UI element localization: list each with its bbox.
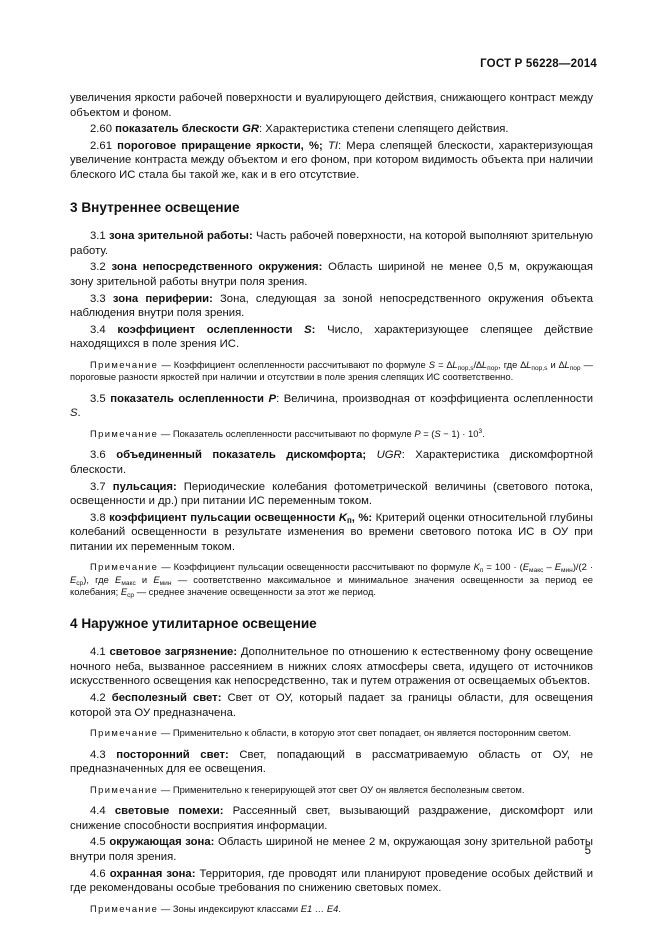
term-4-4: 4.4 световые помехи: Рассеянный свет, вызывающий раздражение, дискомфорт или снижение способности восприятия информации. xyxy=(70,805,593,832)
term-3-5: 3.5 показатель ослепленности P: Величина, производная от коэффициента ослепленности S. xyxy=(70,392,594,420)
term-4-1: 4.1 световое загрязнение: Дополнительное по отношению к естественному фону освещение ночного неба, вызванное рассеянием в нижних слоях атмосферы света, идущего от источников искусственного освещения как непосредственно, так и путем отражения от освещаемых объектов. xyxy=(70,646,593,688)
note-3-4: Примечание — Коэффициент ослепленности рассчитывают по формуле $S = \Delta L_{пор,s}/\Delta L_{пор}$, где $\Delta L_{пор,s}$ и $\Delta L_{пор}$ — пороговые разности яркостей при наличии и отсутствии в поле зрения слепящих ИС соответственно. xyxy=(70,358,594,383)
section-3-title: 3 Внутреннее освещение xyxy=(70,199,240,215)
term-2-60: 2.60 показатель блескости GR: Характеристика степени слепящего действия. xyxy=(90,123,509,136)
page-number: 5 xyxy=(584,845,591,857)
term-3-3: 3.3 зона периферии: Зона, следующая за зоной непосредственного окружения объекта наблюдения внутри поля зрения. xyxy=(70,292,593,320)
term-3-6: 3.6 объединенный показатель дискомфорта; UGR: Характеристика дискомфортной блескости. xyxy=(70,449,594,476)
note-4-6: Примечание — Зоны индексируют классами E1 … E4. xyxy=(90,902,341,914)
note-4-2: Примечание — Применительно к области, в которую этот свет попадает, он является посторонним светом. xyxy=(90,727,572,739)
note-3-8: Примечание — Коэффициент пульсации освещенности рассчитывают по формуле $K_п = 100 \cdot (E_{макс} - E_{мин})/(2 \cdot E_{ср})$, где $E_{макс}$ и $E_{мин}$ — соответственно максимальное и минимальное значения освещенности за период ее колебания; $E_{ср}$ — среднее значение освещенности за этот же период. xyxy=(70,561,594,600)
term-3-1: 3.1 зона зрительной работы: Часть рабочей поверхности, на которой выполняют зрительную работу. xyxy=(70,230,593,257)
term-4-3: 4.3 посторонний свет: Свет, попадающий в рассматриваемую область от ОУ, не предназначенных для ее освещения. xyxy=(70,748,593,776)
term-3-4: 3.4 коэффициент ослепленности S: Число, характеризующее слепящее действие находящихся в поле зрения ИС. xyxy=(70,323,594,351)
term-2-61: 2.61 пороговое приращение яркости, %; TI: Мера слепящей блескости, характеризующая увеличение контраста между объектом и его фоном, при котором видимость объекта при наличии блеского ИС стала бы такой же, как и в его отсутствие. xyxy=(70,139,594,181)
intro-paragraph: увеличения яркости рабочей поверхности и вуалирующего действия, снижающего контраст между объектом и фоном. xyxy=(70,92,593,119)
note-4-3: Примечание — Применительно к генерирующей этот свет ОУ он является бесполезным светом. xyxy=(90,783,525,795)
term-3-8: 3.8 коэффициент пульсации освещенности $K_п$, %: Критерий оценки относительной глубины колебаний освещенности в результате изменения во времени светового потока ИС в ОУ при питании их переменным током. xyxy=(70,511,593,553)
term-3-2: 3.2 зона непосредственного окружения: Область шириной не менее 0,5 м, окружающая зону зрительной работы внутри поля зрения. xyxy=(70,261,593,288)
term-4-2: 4.2 бесполезный свет: Свет от ОУ, который падает за границы области, для освещения которой эта ОУ предназначена. xyxy=(70,692,593,719)
term-4-5: 4.5 окружающая зона: Область шириной не менее 2 м, окружающая зону зрительной работы внутри поля зрения. xyxy=(70,836,594,864)
term-4-6: 4.6 охранная зона: Территория, где проводят или планируют проведение особых действий и где рекомендованы особые требования по снижению световых помех. xyxy=(70,867,593,895)
standard-header: ГОСТ Р 56228—2014 xyxy=(480,58,597,70)
note-3-5: Примечание — Показатель ослепленности рассчитывают по формуле $P = (S - 1) \cdot 10^3$. xyxy=(90,427,485,439)
section-4-title: 4 Наружное утилитарное освещение xyxy=(70,615,317,631)
document-body xyxy=(70,91,593,923)
term-3-7: 3.7 пульсация: Периодические колебания фотометрической величины (светового потока, освещенности и др.) при питании ИС переменным током. xyxy=(70,480,593,508)
